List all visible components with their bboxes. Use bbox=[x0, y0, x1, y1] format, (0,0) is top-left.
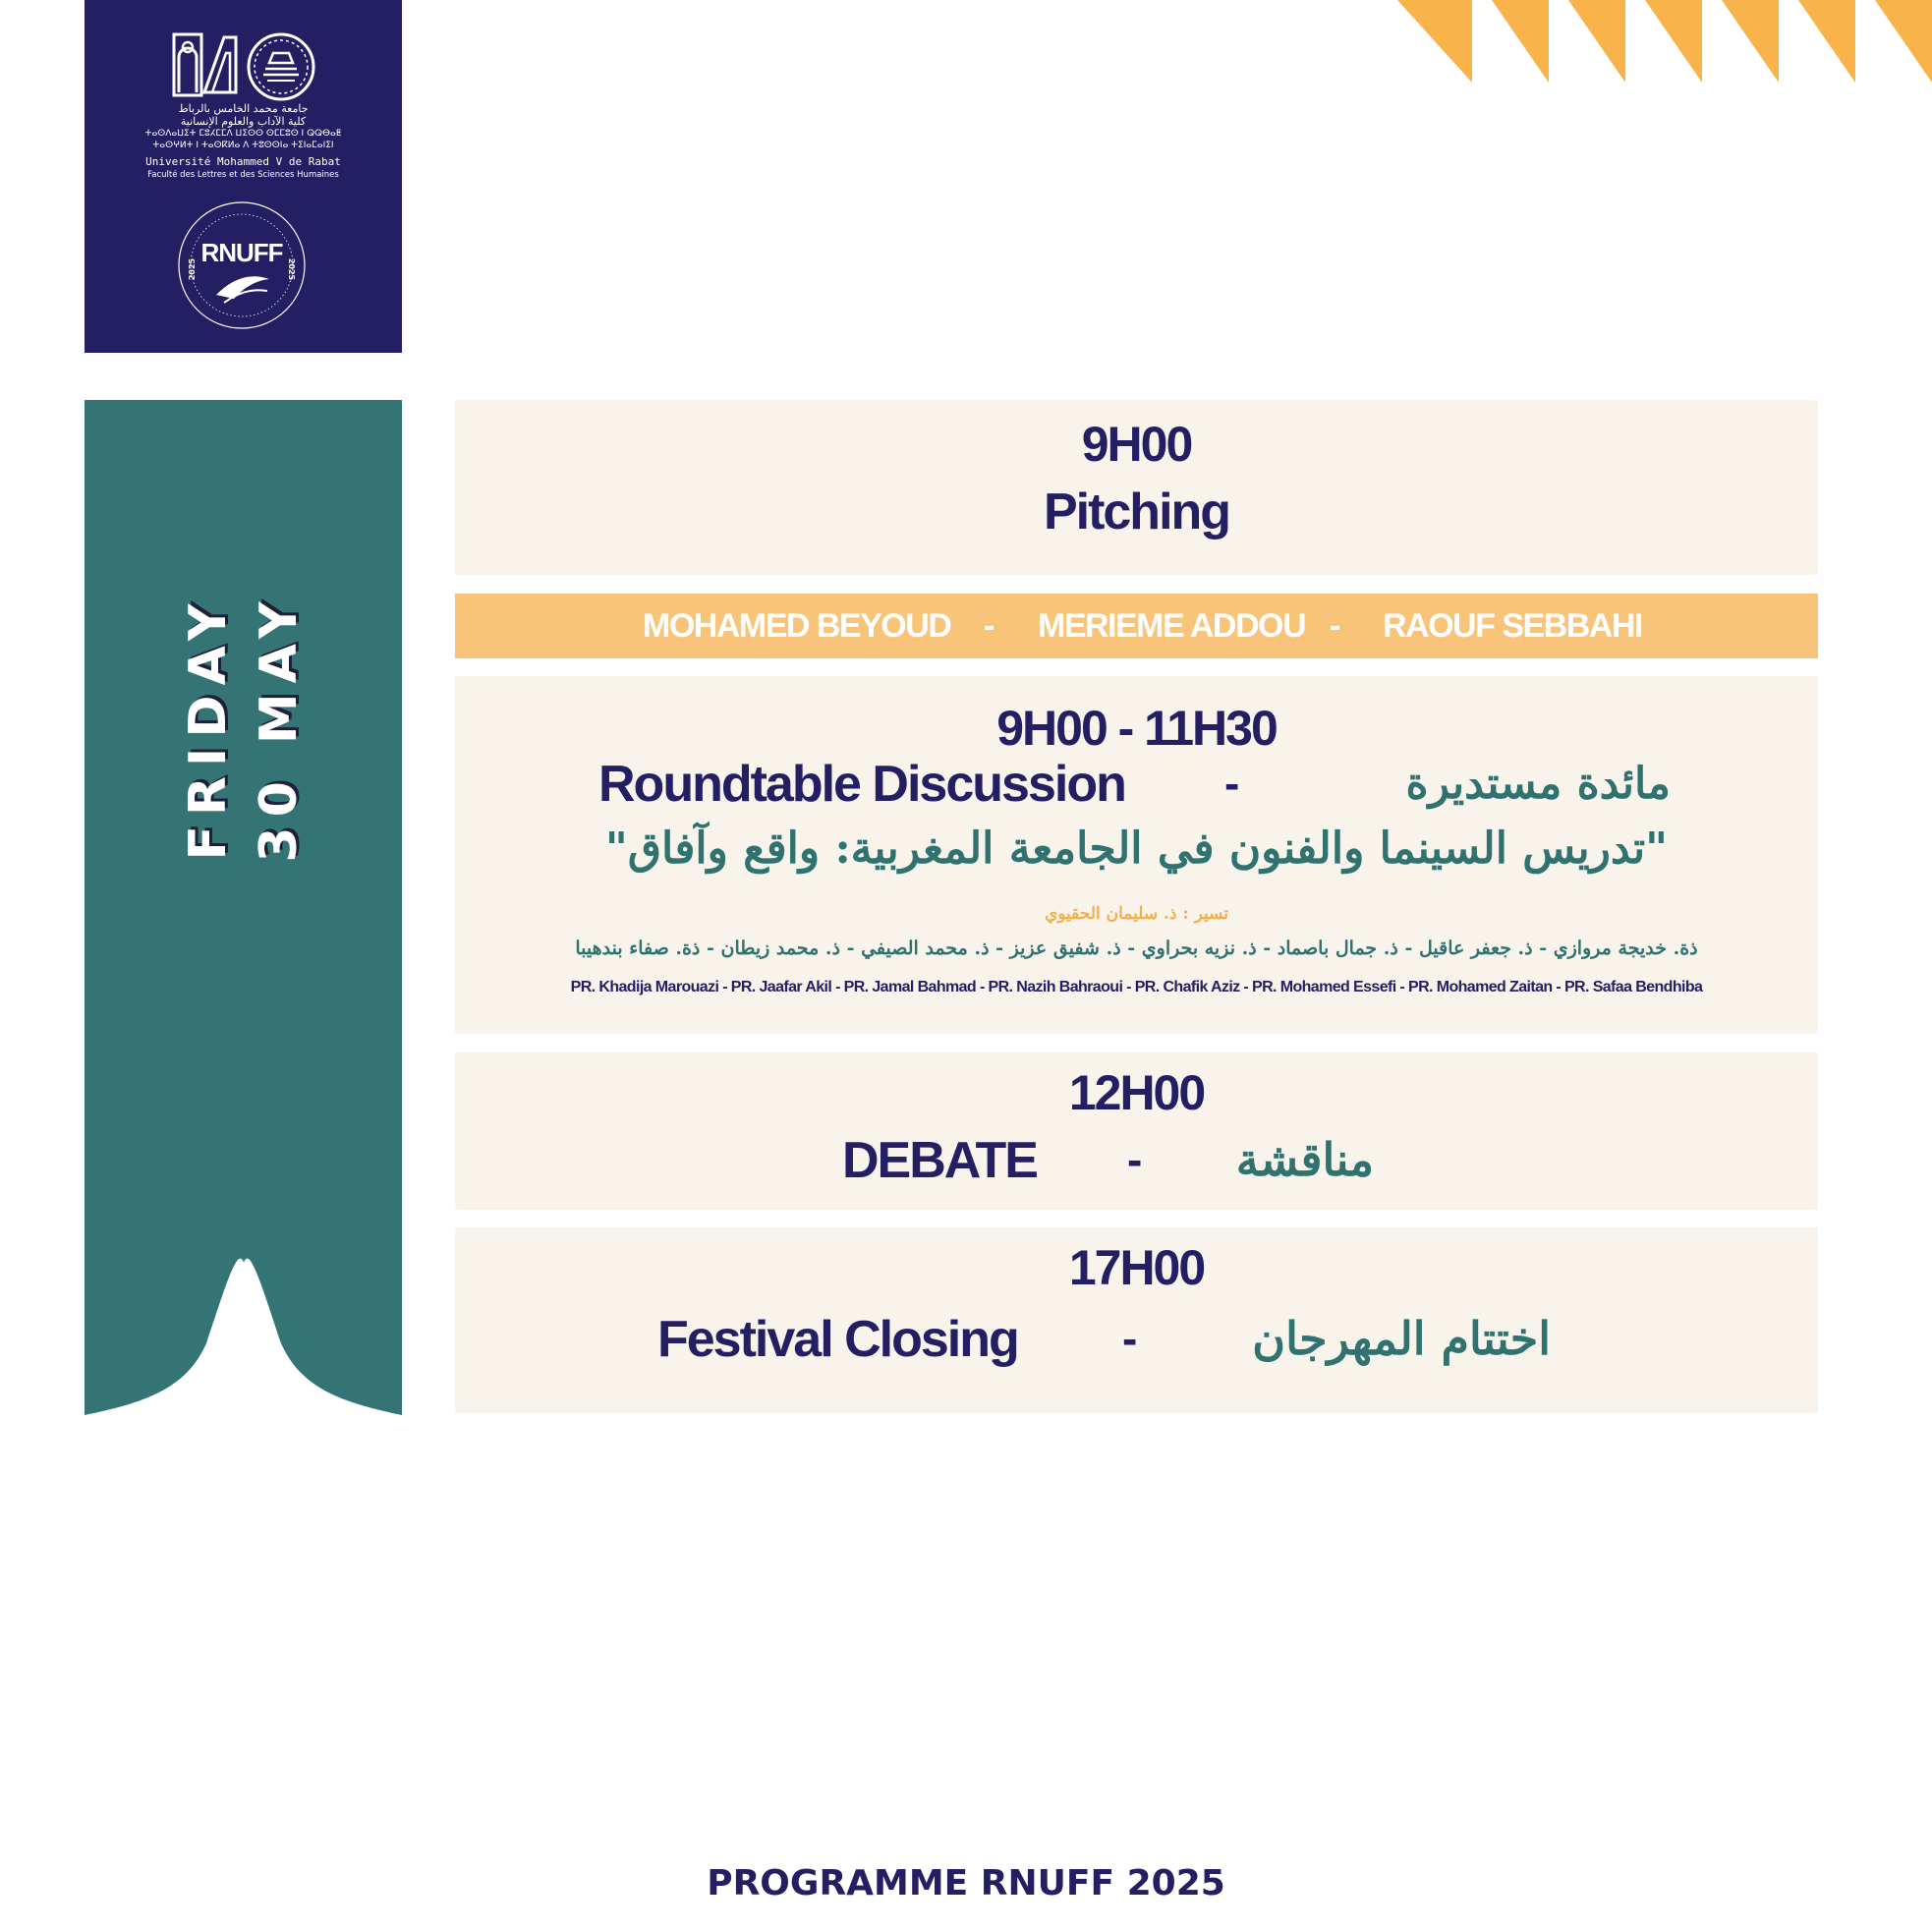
event-title-en: Roundtable Discussion bbox=[598, 756, 1125, 813]
moderator-ar: تسير : ذ. سليمان الحقيوي bbox=[1044, 904, 1229, 924]
event-subtitle-ar: "تدريس السينما والفنون في الجامعة المغربية: واقع وآفاق" bbox=[604, 824, 1669, 874]
pitching-jury-bar bbox=[455, 594, 1818, 658]
name-separator: - bbox=[984, 607, 994, 645]
logo-panel bbox=[85, 0, 402, 353]
event-card-pitching bbox=[455, 400, 1818, 575]
event-title-ar: اختتام المهرجان bbox=[1252, 1312, 1551, 1365]
jury-name: RAOUF SEBBAHI bbox=[1383, 607, 1642, 645]
panelists-ar: ذة. خديجة مروازي - ذ. جعفر عاقيل - ذ. جمال باصماد - ذ. نزيه بحراوي - ذ. شفيق عزيز - ذ. محمد الصيفي - ذ. محمد زيطان - ذة. صفاء بندهيبا bbox=[575, 938, 1698, 959]
event-card-roundtable bbox=[455, 676, 1818, 1034]
footer-title: PROGRAMME RNUFF 2025 bbox=[707, 1863, 1225, 1904]
university-name-ar: جامعة محمد الخامس بالرباط bbox=[178, 102, 309, 115]
event-card-closing bbox=[455, 1227, 1818, 1413]
faculty-name-fr: Faculté des Lettres et des Sciences Humaines bbox=[147, 170, 339, 180]
event-time: 12H00 bbox=[1068, 1065, 1205, 1120]
rnuff-logo-year-left: 2025 bbox=[188, 257, 197, 281]
panelists-en: PR. Khadija Marouazi - PR. Jaafar Akil - PR. Jamal Bahmad - PR. Nazih Bahraoui - PR. Chafik Aziz - PR. Mohamed Essefi - PR. Mohamed Zaitan - PR. Safaa Bendhiba bbox=[570, 979, 1703, 995]
event-time: 17H00 bbox=[1068, 1240, 1205, 1295]
jury-name: MOHAMED BEYOUD bbox=[643, 607, 951, 645]
event-time: 9H00 bbox=[1081, 417, 1192, 472]
day-date: 30 MAY bbox=[250, 592, 309, 863]
university-emblem-icon bbox=[171, 31, 240, 98]
day-weekday: FRIDAY bbox=[179, 594, 238, 861]
title-separator: - bbox=[1122, 1313, 1138, 1364]
zigzag-decoration bbox=[1397, 0, 1932, 83]
day-ribbon bbox=[85, 400, 402, 1415]
event-title-ar: مناقشة bbox=[1235, 1133, 1374, 1186]
name-separator: - bbox=[1330, 607, 1339, 645]
faculty-name-ar: كلية الآداب والعلوم الإنسانية bbox=[180, 115, 307, 128]
event-time: 9H00 - 11H30 bbox=[996, 701, 1277, 756]
jury-name: MERIEME ADDOU bbox=[1038, 607, 1306, 645]
university-name-tifinagh: ⵜⴰⵙⴷⴰⵡⵉⵜ ⵎⵓⵃⵎⵎⴷ ⵡⵉⵙⵙ ⵙⵎⵎⵓⵙ ⵏ ⵕⵕⴱⴰⵟ bbox=[144, 129, 342, 139]
event-title-en: DEBATE bbox=[842, 1132, 1037, 1189]
title-separator: - bbox=[1127, 1134, 1143, 1185]
university-name-fr: Université Mohammed V de Rabat bbox=[145, 155, 341, 168]
rnuff-logo-year-right: 2025 bbox=[287, 257, 296, 281]
event-card-debate bbox=[455, 1052, 1818, 1210]
event-title-en: Festival Closing bbox=[657, 1311, 1018, 1368]
event-title: Pitching bbox=[1043, 483, 1230, 540]
event-title-ar: مائدة مستديرة bbox=[1405, 759, 1671, 809]
rnuff-festival-logo bbox=[173, 197, 311, 334]
day-label bbox=[173, 592, 314, 862]
seventy-years-emblem-icon bbox=[246, 31, 316, 102]
title-separator: - bbox=[1224, 758, 1240, 809]
rnuff-logo-text: RNUFF bbox=[200, 238, 283, 267]
faculty-name-tifinagh: ⵜⴰⵙⵖⵍⵜ ⵏ ⵜⴰⵙⴽⵍⴰ ⴷ ⵜⵓⵙⵙⵏⴰ ⵜⵉⵏⴰⵎⴰⵏⵉⵏ bbox=[152, 141, 334, 150]
